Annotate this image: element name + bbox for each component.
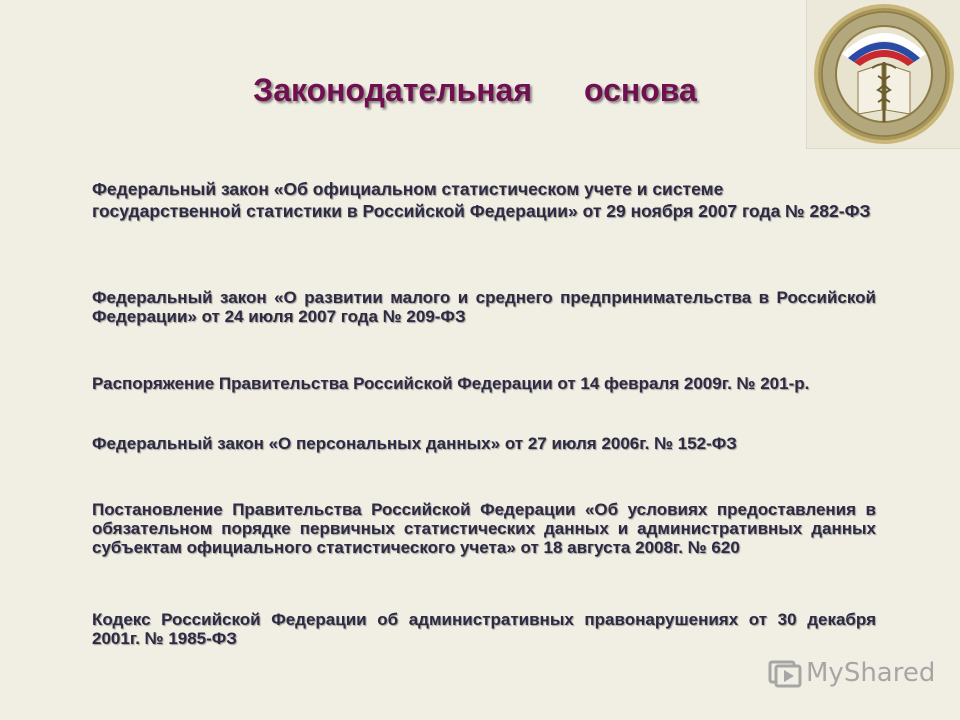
law-item-4: Федеральный закон «О персональных данных» от 27 июля 2006г. № 152-ФЗ [92,434,737,453]
myshared-logo-icon [768,656,802,690]
myshared-watermark [768,656,935,690]
law-item-6: Кодекс Российской Федерации об административных правонарушениях от 30 декабря 2001г. № 1985-ФЗ [92,610,876,648]
law-item-5: Постановление Правительства Российской Федерации «Об условиях предоставления в обязательном порядке первичных статистических данных и административных данных субъектам официального статистического учета» от 18 августа 2008г. № 620 [92,500,876,557]
law-item-1: Федеральный закон «Об официальном статистическом учете и системе государственной статистики в Российской Федерации» от 29 ноября 2007 года № 282-ФЗ [92,179,871,221]
slide-title [90,72,860,109]
law-item-2: Федеральный закон «О развитии малого и среднего предпринимательства в Российской Федерации» от 24 июля 2007 года № 209-ФЗ [92,288,876,326]
slide-title-word-2: основа [583,72,697,108]
watermark-text: MyShared [806,658,936,688]
slide-title-word-1: Законодательная [253,72,532,108]
law-item-3: Распоряжение Правительства Российской Федерации от 14 февраля 2009г. № 201-р. [92,374,810,393]
